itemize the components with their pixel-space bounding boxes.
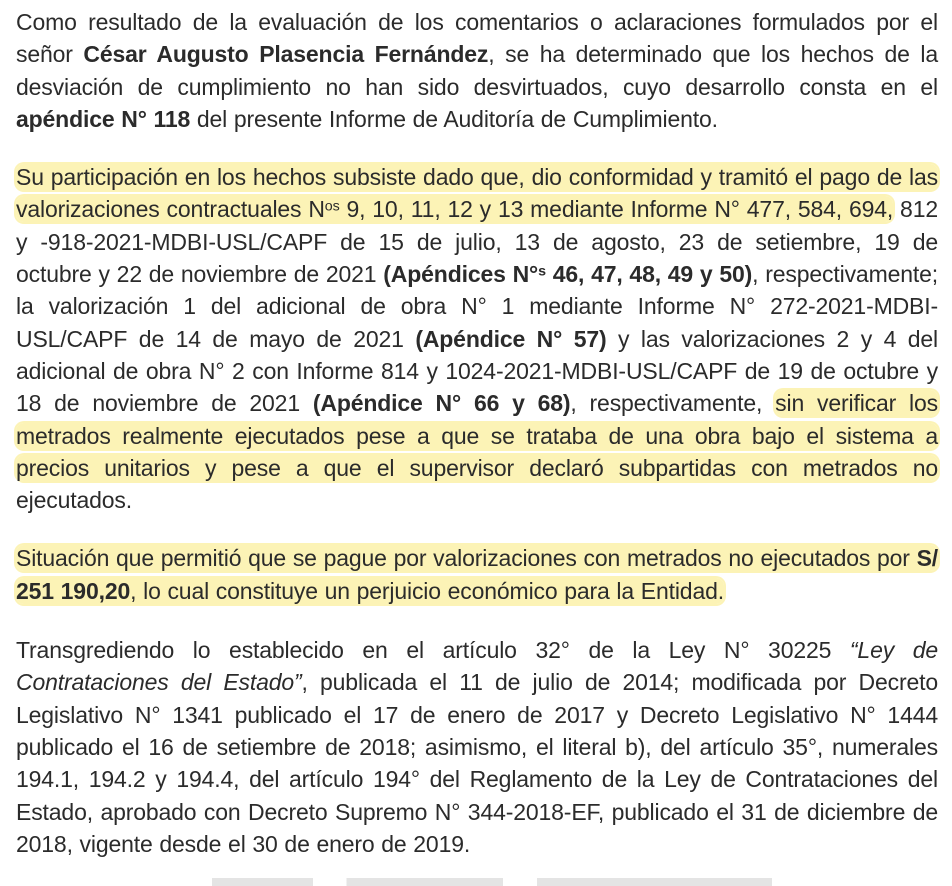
text: Como resultado de la evaluación de los comentarios o aclaraciones formulados por el señor xyxy=(16,9,938,68)
text: , respectivamente, xyxy=(570,390,776,417)
text: 46, 47, 48, 49 y 50) xyxy=(545,261,753,288)
text: , respectivamente; la valorización 1 del adicional de obra N° 1 mediante Informe N° 272-2021-MDBI-USL/CAPF de 14 de mayo de 2021 xyxy=(16,261,938,352)
highlighted-text: sin verificar los metrados realmente ejecutados pese a que se trataba de una obra bajo el sistema a precios unitarios y pese a que el supervisor declaró subpartidas con metrados no xyxy=(16,390,938,481)
paragraph-legal-basis xyxy=(16,634,938,860)
text: , publicada el 11 de julio de 2014; modificada por Decreto Legislativo N° 1341 publicado el 17 de enero de 2017 y Decreto Legislativo N° 1444 publicado el 16 de setiembre de 2018; asimismo, el literal b), del artículo 35°, numerales 194.1, 194.2 y 194.4, del artículo 194° del Reglamento de la Ley de Contrataciones del Estado, aprobado con Decreto Supremo N° 344-2018-EF, publicado el 31 de diciembre de 2018, vigente desde el 30 de enero de 2019. xyxy=(16,669,938,857)
paragraph-evaluation-result xyxy=(16,6,938,135)
text: 9, 10, 11, 12 y 13 mediante Informe N° 477, 584, 694, xyxy=(339,196,894,223)
superscript: os xyxy=(324,199,340,216)
appendix-reference: (Apéndice N° 66 y 68) xyxy=(312,390,571,417)
cropped-next-line xyxy=(212,878,772,886)
text: Situación que permitió que se pague por valorizaciones con metrados no ejecutados por xyxy=(16,545,917,572)
text: , se ha determinado que los hechos de la desviación de cumplimiento no han sido desvirtuados, cuyo desarrollo consta en el xyxy=(16,41,938,100)
paragraph-participation xyxy=(16,161,938,516)
text: Su participación en los hechos subsiste dado que, dio conformidad y tramitó el pago de las valorizaciones contractuales N xyxy=(16,164,938,223)
text: (Apéndices N° xyxy=(383,261,539,288)
amount: S/ 251 190,20 xyxy=(16,545,938,604)
text: , lo cual constituye un perjuicio económico para la Entidad. xyxy=(130,577,724,604)
superscript: s xyxy=(538,263,546,280)
text: Transgrediendo lo establecido en el artículo 32° de la Ley N° 30225 xyxy=(16,637,850,664)
text: y las valorizaciones 2 y 4 del adicional de obra N° 2 con Informe 814 y 1024-2021-MDBI-USL/CAPF de 19 de octubre y 18 de noviembre de 2021 xyxy=(16,325,938,417)
person-name: César Augusto Plasencia Fernández xyxy=(83,41,489,68)
highlighted-text xyxy=(16,545,938,603)
text: 812 y -918-2021-MDBI-USL/CAPF de 15 de julio, 13 de agosto, 23 de setiembre, 19 de octubre y 22 de noviembre de 2021 xyxy=(16,196,938,288)
appendix-reference xyxy=(383,261,752,287)
appendix-reference: (Apéndice N° 57) xyxy=(415,325,607,352)
highlighted-text xyxy=(16,164,938,222)
law-title: “Ley de Contrataciones del Estado” xyxy=(16,637,938,696)
paragraph-economic-damage xyxy=(16,542,938,607)
text: ejecutados. xyxy=(16,487,132,514)
text: del presente Informe de Auditoría de Cumplimiento. xyxy=(190,105,718,132)
appendix-reference: apéndice N° 118 xyxy=(16,105,191,132)
